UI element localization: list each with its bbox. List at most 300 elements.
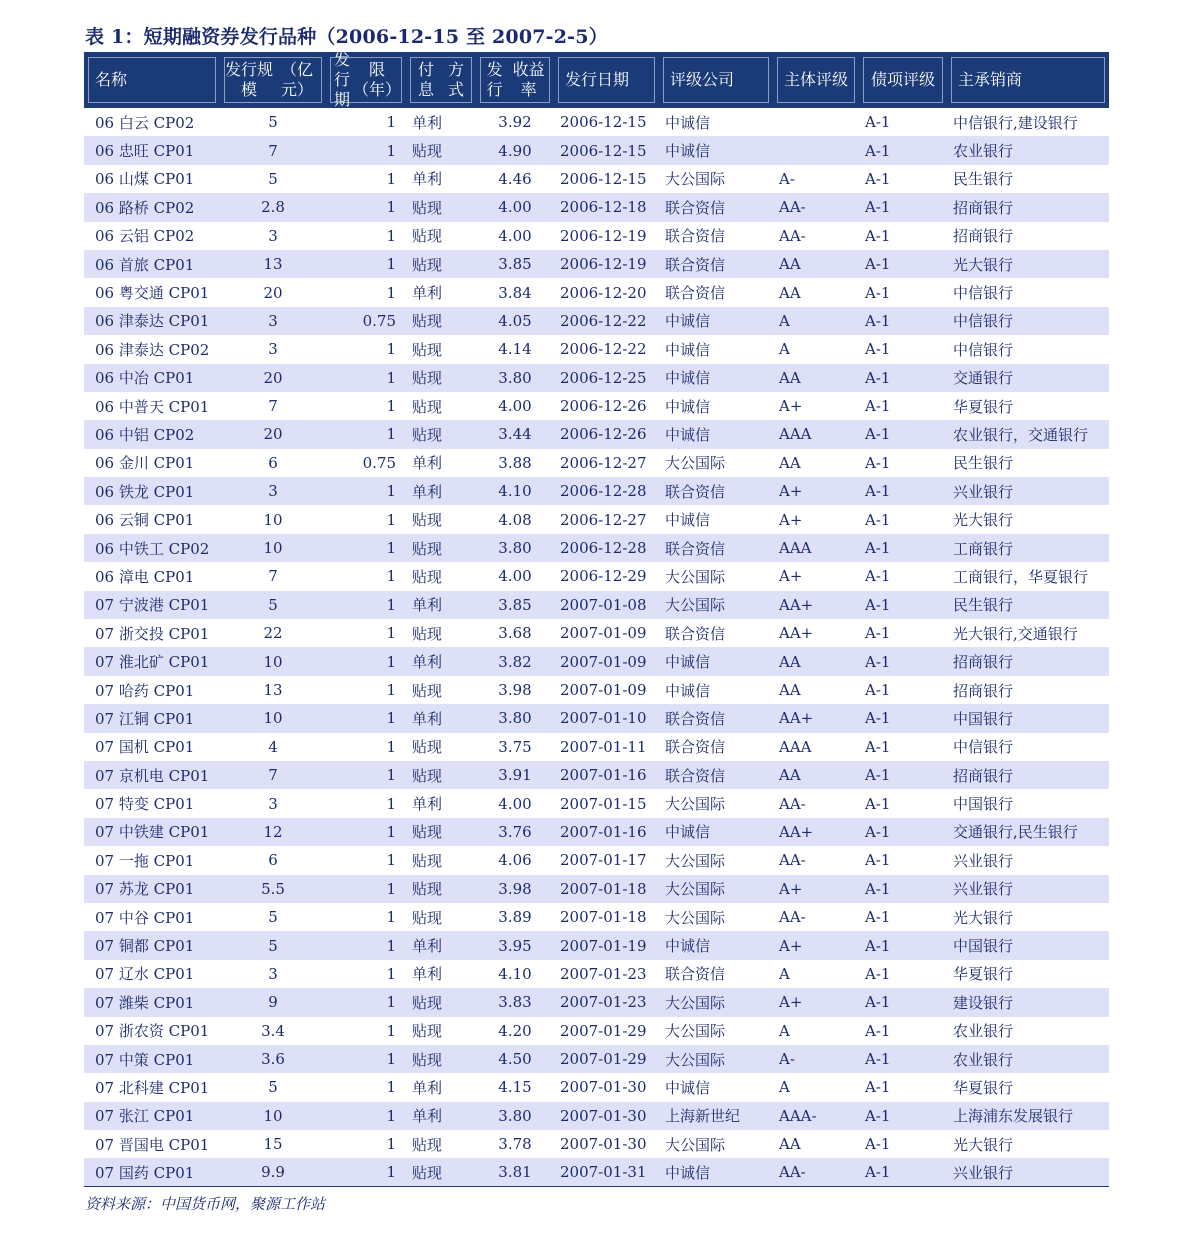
cell-interest-method: 贴现 [412, 681, 443, 700]
cell-issue-date: 2006-12-20 [560, 283, 647, 302]
cell-issuer-rating: AA [779, 283, 801, 302]
cell-issuer-rating: AA- [779, 794, 806, 813]
cell-yield: 3.80 [476, 534, 554, 562]
cell-term: 1 [386, 624, 396, 643]
header-cell-label [951, 57, 1105, 103]
cell-issue-rating: A-1 [865, 340, 891, 359]
table-row [84, 307, 1109, 335]
cell-name: 07 苏龙 CP01 [84, 875, 220, 903]
cell-issue-date: 2006-12-27 [560, 510, 647, 529]
cell-yield: 3.88 [498, 453, 532, 472]
cell-term: 1 [386, 283, 396, 302]
cell-rating-agency: 大公国际 [659, 1045, 773, 1073]
cell-issue-rating: A-1 [859, 704, 947, 732]
cell-yield: 3.44 [476, 420, 554, 448]
cell-interest-method: 贴现 [412, 908, 443, 927]
cell-underwriter: 招商银行 [953, 681, 1014, 700]
cell-size: 7 [220, 136, 326, 164]
cell-underwriter: 农业银行 [947, 1045, 1109, 1073]
cell-issue-rating: A-1 [865, 737, 891, 756]
cell-interest-method: 单利 [412, 113, 443, 132]
cell-size: 3.6 [220, 1045, 326, 1073]
table-row [84, 505, 1109, 533]
cell-issue-rating: A-1 [865, 283, 891, 302]
cell-term: 1 [386, 567, 396, 586]
cell-yield: 4.00 [498, 794, 532, 813]
cell-name: 06 中冶 CP01 [84, 364, 220, 392]
cell-size: 10 [263, 510, 283, 529]
cell-interest-method: 贴现 [406, 1158, 476, 1186]
cell-interest-method: 贴现 [412, 397, 443, 416]
table-row [84, 222, 1109, 250]
cell-issue-rating: A-1 [859, 1158, 947, 1186]
cell-underwriter: 中国银行 [947, 931, 1109, 959]
cell-term: 1 [326, 875, 406, 903]
cell-underwriter: 华夏银行 [953, 1078, 1014, 1097]
table-row [84, 278, 1109, 306]
cell-issue-rating: A-1 [859, 1045, 947, 1073]
cell-underwriter: 工商银行，华夏银行 [953, 567, 1089, 586]
header-line-1: 主承销商 [958, 70, 1023, 89]
cell-yield: 3.85 [476, 250, 554, 278]
cell-interest-method: 贴现 [406, 420, 476, 448]
cell-rating-agency: 中诚信 [665, 1078, 711, 1097]
cell-issue-rating: A-1 [859, 477, 947, 505]
cell-underwriter: 中国银行 [953, 795, 1014, 814]
header-term [326, 52, 406, 108]
cell-issue-date: 2006-12-22 [560, 340, 647, 359]
cell-underwriter: 农业银行，交通银行 [947, 420, 1109, 448]
cell-issuer-rating: AA [773, 250, 859, 278]
cell-underwriter: 中信银行 [953, 738, 1014, 757]
cell-underwriter: 中信银行 [953, 340, 1014, 359]
cell-issue-rating: A-1 [859, 591, 947, 619]
cell-issue-date: 2007-01-09 [560, 624, 647, 643]
cell-issue-rating: A-1 [859, 420, 947, 448]
cell-name: 07 辽水 CP01 [95, 965, 195, 984]
cell-issue-date: 2007-01-11 [560, 737, 647, 756]
cell-issuer-rating: A [779, 964, 790, 983]
cell-rating-agency: 联合资信 [659, 250, 773, 278]
cell-name: 06 忠旺 CP01 [84, 136, 220, 164]
cell-issue-rating: A-1 [859, 193, 947, 221]
cell-underwriter: 中国银行 [947, 704, 1109, 732]
cell-size: 20 [220, 364, 326, 392]
cell-interest-method: 单利 [406, 704, 476, 732]
cell-yield: 3.92 [498, 113, 532, 132]
cell-issue-rating: A-1 [865, 681, 891, 699]
cell-term: 1 [326, 647, 406, 675]
cell-term: 1 [386, 113, 396, 132]
header-line-1: 付息 [417, 60, 434, 99]
cell-rating-agency: 大公国际 [665, 170, 726, 189]
cell-issue-date: 2007-01-09 [554, 647, 659, 675]
cell-issue-rating: A-1 [865, 1021, 891, 1040]
cell-issuer-rating: AA- [773, 193, 859, 221]
cell-yield: 3.83 [476, 988, 554, 1016]
cell-rating-agency: 联合资信 [659, 704, 773, 732]
table-row [84, 193, 1109, 221]
cell-name: 07 浙农资 CP01 [95, 1022, 210, 1041]
cell-issuer-rating: A+ [773, 875, 859, 903]
table-row [84, 1158, 1109, 1186]
cell-interest-method: 贴现 [406, 875, 476, 903]
cell-yield: 4.90 [476, 136, 554, 164]
cell-rating-agency: 大公国际 [665, 851, 726, 870]
cell-yield: 4.06 [498, 851, 532, 870]
cell-underwriter: 上海浦东发展银行 [947, 1102, 1109, 1130]
cell-size: 12 [220, 818, 326, 846]
cell-rating-agency: 中诚信 [659, 420, 773, 448]
cell-issue-date: 2006-12-27 [560, 453, 647, 472]
cell-term: 1 [326, 591, 406, 619]
cell-rating-agency: 中诚信 [659, 931, 773, 959]
cell-issue-rating: A-1 [859, 818, 947, 846]
cell-interest-method: 单利 [406, 591, 476, 619]
table-row [84, 477, 1109, 505]
cell-yield: 3.98 [498, 681, 532, 699]
cell-yield: 4.00 [498, 226, 532, 245]
cell-term: 1 [326, 477, 406, 505]
cell-interest-method: 贴现 [412, 1022, 443, 1041]
header-cell-label [777, 57, 855, 103]
cell-issue-date: 2007-01-23 [560, 964, 647, 983]
cell-issuer-rating: AA+ [779, 624, 814, 643]
cell-size: 3 [268, 340, 278, 359]
cell-interest-method: 贴现 [412, 851, 443, 870]
cell-yield: 3.81 [476, 1158, 554, 1186]
cell-yield: 4.10 [498, 964, 532, 983]
cell-interest-method: 单利 [412, 795, 443, 814]
header-issue-rating [859, 52, 947, 108]
cell-name: 07 哈药 CP01 [95, 681, 195, 700]
header-line-1: 名称 [95, 70, 128, 89]
cell-size: 9 [220, 988, 326, 1016]
cell-interest-method: 贴现 [406, 193, 476, 221]
cell-issue-date: 2006-12-29 [560, 567, 647, 586]
cell-size: 3 [268, 794, 278, 813]
cell-yield: 3.78 [498, 1135, 532, 1154]
cell-name: 07 晋国电 CP01 [95, 1135, 210, 1154]
cell-rating-agency: 联合资信 [665, 227, 726, 246]
cell-yield: 3.75 [498, 737, 532, 756]
cell-interest-method: 贴现 [412, 1135, 443, 1154]
cell-issue-date: 2006-12-26 [554, 420, 659, 448]
cell-underwriter: 兴业银行 [947, 875, 1109, 903]
cell-underwriter: 兴业银行 [953, 851, 1014, 870]
cell-interest-method: 贴现 [406, 250, 476, 278]
cell-rating-agency: 上海新世纪 [659, 1102, 773, 1130]
cell-name: 06 云铜 CP01 [95, 511, 195, 530]
header-underwriter [947, 52, 1109, 108]
header-line-1: 发行规模 [225, 60, 274, 99]
cell-size: 5 [268, 169, 278, 188]
cell-interest-method: 贴现 [412, 227, 443, 246]
cell-name: 07 北科建 CP01 [95, 1078, 210, 1097]
cell-name: 07 铜都 CP01 [84, 931, 220, 959]
cell-name: 07 江铜 CP01 [84, 704, 220, 732]
cell-interest-method: 贴现 [406, 1045, 476, 1073]
cell-interest-method: 贴现 [406, 534, 476, 562]
header-yield [476, 52, 554, 108]
cell-issuer-rating: AA [773, 364, 859, 392]
cell-yield: 4.10 [476, 477, 554, 505]
cell-issuer-rating: AA- [773, 1158, 859, 1186]
cell-underwriter: 中信银行 [953, 284, 1014, 303]
cell-underwriter: 兴业银行 [947, 1158, 1109, 1186]
cell-interest-method: 单利 [406, 931, 476, 959]
cell-issue-date: 2007-01-10 [554, 704, 659, 732]
cell-interest-method: 贴现 [406, 818, 476, 846]
cell-term: 1 [386, 226, 396, 245]
cell-name: 06 津泰达 CP01 [84, 307, 220, 335]
cell-name: 07 宁波港 CP01 [84, 591, 220, 619]
cell-term: 1 [386, 397, 396, 416]
cell-issue-rating: A-1 [859, 875, 947, 903]
cell-issue-date: 2006-12-28 [554, 534, 659, 562]
table-row [84, 534, 1109, 562]
cell-name: 07 中铁建 CP01 [84, 818, 220, 846]
cell-interest-method: 贴现 [412, 738, 443, 757]
cell-rating-agency: 中诚信 [665, 511, 711, 530]
cell-underwriter: 光大银行 [947, 250, 1109, 278]
table-row [84, 931, 1109, 959]
header-issuer-rating [773, 52, 859, 108]
cell-name: 06 中铁工 CP02 [84, 534, 220, 562]
table-title: 表 1：短期融资券发行品种（2006-12-15 至 2007-2-5） [85, 26, 608, 48]
cell-rating-agency: 联合资信 [659, 761, 773, 789]
header-cell-label [663, 57, 769, 103]
cell-term: 1 [326, 1045, 406, 1073]
cell-term: 1 [386, 851, 396, 870]
cell-underwriter: 华夏银行 [953, 397, 1014, 416]
cell-rating-agency: 联合资信 [659, 193, 773, 221]
table-row [84, 1130, 1109, 1158]
cell-yield: 4.00 [476, 193, 554, 221]
cell-name: 06 粤交通 CP01 [95, 284, 210, 303]
cell-yield: 4.08 [498, 510, 532, 529]
table-row [84, 733, 1109, 761]
cell-rating-agency: 中诚信 [659, 818, 773, 846]
cell-underwriter: 交通银行,民生银行 [947, 818, 1109, 846]
header-cell-label [863, 57, 943, 103]
cell-size: 22 [263, 624, 283, 643]
cell-name: 07 国机 CP01 [95, 738, 195, 757]
cell-issuer-rating: AA [779, 453, 801, 472]
cell-size: 3 [220, 307, 326, 335]
cell-interest-method: 单利 [412, 284, 443, 303]
cell-interest-method: 贴现 [412, 567, 443, 586]
table-row [84, 789, 1109, 817]
cell-issue-rating: A-1 [865, 169, 891, 188]
cell-issuer-rating: AA [773, 761, 859, 789]
cell-yield: 3.80 [476, 1102, 554, 1130]
cell-issue-rating: A-1 [865, 964, 891, 983]
cell-issue-date: 2006-12-25 [554, 364, 659, 392]
table-container [84, 52, 1109, 1187]
cell-issuer-rating: AA+ [773, 818, 859, 846]
table-row [84, 846, 1109, 874]
cell-underwriter: 光大银行 [953, 908, 1014, 927]
cell-size: 7 [268, 397, 278, 416]
cell-rating-agency: 中诚信 [665, 340, 711, 359]
cell-issue-rating: A-1 [859, 136, 947, 164]
cell-size: 9.9 [220, 1158, 326, 1186]
cell-issue-rating: A-1 [859, 1102, 947, 1130]
cell-issue-date: 2006-12-15 [560, 169, 647, 188]
cell-size: 10 [220, 704, 326, 732]
table-row [84, 960, 1109, 988]
cell-name: 07 中谷 CP01 [95, 908, 195, 927]
cell-size: 7 [268, 567, 278, 586]
cell-yield: 4.00 [498, 397, 532, 416]
cell-rating-agency: 联合资信 [665, 738, 726, 757]
cell-interest-method: 贴现 [412, 624, 443, 643]
cell-issue-rating: A-1 [865, 567, 891, 586]
cell-underwriter: 农业银行 [947, 136, 1109, 164]
cell-rating-agency: 中诚信 [659, 647, 773, 675]
cell-size: 20 [220, 420, 326, 448]
cell-issue-rating: A-1 [859, 364, 947, 392]
table-row [84, 250, 1109, 278]
cell-size: 3 [268, 964, 278, 983]
table-row [84, 108, 1109, 136]
cell-size: 20 [263, 283, 283, 302]
cell-interest-method: 单利 [412, 170, 443, 189]
cell-issue-date: 2006-12-15 [554, 136, 659, 164]
cell-name: 06 铁龙 CP01 [84, 477, 220, 505]
cell-name: 07 中策 CP01 [84, 1045, 220, 1073]
cell-yield: 4.15 [498, 1078, 532, 1097]
cell-issue-rating: A-1 [865, 113, 891, 132]
cell-underwriter: 光大银行 [953, 1135, 1014, 1154]
cell-yield: 3.91 [476, 761, 554, 789]
cell-issue-rating: A-1 [859, 307, 947, 335]
cell-rating-agency: 联合资信 [659, 534, 773, 562]
header-cell-label [224, 57, 322, 103]
cell-issuer-rating: A [773, 307, 859, 335]
cell-name: 06 中普天 CP01 [95, 397, 210, 416]
table-row [84, 562, 1109, 590]
cell-issue-rating: A-1 [865, 397, 891, 416]
header-cell-label [480, 57, 550, 103]
cell-rating-agency: 中诚信 [659, 1158, 773, 1186]
cell-name: 07 国药 CP01 [84, 1158, 220, 1186]
cell-term: 1 [386, 340, 396, 359]
cell-interest-method: 贴现 [412, 511, 443, 530]
cell-yield: 3.89 [498, 908, 532, 927]
cell-yield: 4.46 [498, 169, 532, 188]
cell-issue-rating: A-1 [865, 908, 891, 927]
cell-issue-date: 2007-01-16 [554, 761, 659, 789]
cell-yield: 3.84 [498, 283, 532, 302]
cell-issue-rating: A-1 [865, 453, 891, 472]
cell-issuer-rating: AAA [773, 534, 859, 562]
header-line-2: 方式 [447, 60, 464, 99]
table-row [84, 988, 1109, 1016]
table-row [84, 136, 1109, 164]
table-row [84, 1017, 1109, 1045]
cell-underwriter: 农业银行 [953, 1022, 1014, 1041]
header-line-2: 限（年） [353, 60, 402, 99]
header-cell-label [558, 57, 655, 103]
cell-yield: 3.76 [476, 818, 554, 846]
cell-issue-rating: A-1 [865, 1078, 891, 1097]
cell-name: 06 津泰达 CP02 [95, 340, 210, 359]
cell-underwriter: 华夏银行 [953, 965, 1014, 984]
cell-size: 13 [263, 681, 283, 699]
cell-name: 07 特变 CP01 [95, 795, 195, 814]
cell-yield: 3.68 [498, 624, 532, 643]
cell-underwriter: 民生银行 [953, 454, 1014, 473]
cell-size: 13 [220, 250, 326, 278]
cell-term: 1 [326, 704, 406, 732]
cell-issuer-rating: A+ [779, 510, 803, 529]
cell-interest-method: 贴现 [406, 761, 476, 789]
cell-interest-method: 单利 [412, 1078, 443, 1097]
cp-issuance-table [84, 52, 1109, 1187]
cell-issue-rating: A-1 [859, 647, 947, 675]
cell-yield: 3.98 [476, 875, 554, 903]
cell-issue-rating: A-1 [859, 988, 947, 1016]
cell-size: 5 [268, 113, 278, 132]
cell-issuer-rating: AA- [779, 908, 806, 927]
cell-rating-agency: 大公国际 [659, 875, 773, 903]
cell-issue-date: 2007-01-23 [554, 988, 659, 1016]
cell-term: 1 [386, 794, 396, 813]
cell-rating-agency: 大公国际 [665, 1135, 726, 1154]
cell-issuer-rating: A [779, 1078, 790, 1097]
cell-issuer-rating: A- [773, 1045, 859, 1073]
table-row [84, 761, 1109, 789]
cell-interest-method: 贴现 [406, 988, 476, 1016]
cell-size: 6 [268, 453, 278, 472]
cell-interest-method: 单利 [406, 477, 476, 505]
cell-interest-method: 贴现 [406, 364, 476, 392]
cell-issue-date: 2006-12-19 [560, 226, 647, 245]
cell-size: 5 [220, 931, 326, 959]
cell-rating-agency: 大公国际 [659, 988, 773, 1016]
cell-yield: 4.50 [476, 1045, 554, 1073]
cell-yield: 3.80 [476, 364, 554, 392]
table-row [84, 1102, 1109, 1130]
cell-size: 5 [268, 908, 278, 927]
cell-interest-method: 单利 [406, 1102, 476, 1130]
header-line-2: 收益率 [512, 60, 545, 99]
cell-issue-date: 2007-01-31 [554, 1158, 659, 1186]
cell-name: 07 京机电 CP01 [84, 761, 220, 789]
cell-name: 06 路桥 CP02 [84, 193, 220, 221]
cell-underwriter: 招商银行 [947, 761, 1109, 789]
cell-rating-agency: 大公国际 [665, 567, 726, 586]
cell-issuer-rating [773, 108, 859, 136]
cell-issuer-rating: A [779, 340, 790, 359]
cell-issue-rating: A-1 [865, 1135, 891, 1154]
cell-term: 1 [386, 1135, 396, 1154]
cell-rating-agency: 联合资信 [665, 965, 726, 984]
cell-issuer-rating: A- [779, 169, 795, 188]
cell-rating-agency: 中诚信 [659, 136, 773, 164]
cell-name: 07 潍柴 CP01 [84, 988, 220, 1016]
cell-interest-method: 单利 [412, 454, 443, 473]
cell-issue-date: 2006-12-22 [554, 307, 659, 335]
header-line-1: 发行期 [333, 50, 350, 109]
cell-issue-rating: A-1 [859, 931, 947, 959]
cell-underwriter: 中信银行 [947, 307, 1109, 335]
cell-term: 1 [326, 1158, 406, 1186]
cell-term: 1 [326, 250, 406, 278]
cell-yield: 3.85 [476, 591, 554, 619]
